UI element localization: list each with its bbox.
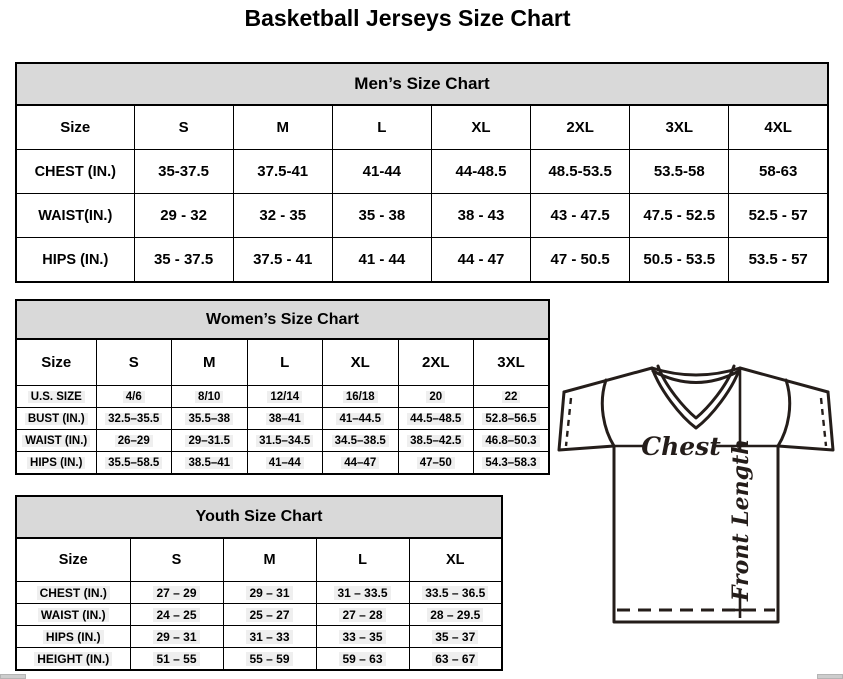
- size-cell: [316, 582, 409, 604]
- cell-value: 31 – 33.5: [334, 586, 390, 600]
- cell-value: 31.5–34.5: [256, 435, 313, 447]
- right-shoulder-line: [740, 368, 828, 392]
- size-cell: [172, 408, 248, 430]
- size-cell: 38 - 43: [431, 194, 530, 238]
- size-cell: [223, 648, 316, 671]
- cell-value: 29 – 31: [246, 586, 292, 600]
- cell-value: 34.5–38.5: [332, 435, 389, 447]
- size-cell: [247, 408, 323, 430]
- column-header: L: [332, 105, 431, 150]
- column-header: 3XL: [474, 339, 550, 386]
- left-sleeve-outline: [559, 392, 614, 450]
- size-cell: [323, 408, 399, 430]
- row-label: [16, 626, 130, 648]
- cell-value: 59 – 63: [339, 652, 385, 666]
- cell-value: 28 – 29.5: [427, 608, 483, 622]
- table-section-header-row: [16, 496, 502, 538]
- size-cell: [474, 452, 550, 475]
- column-header: S: [134, 105, 233, 150]
- table-row: [16, 582, 502, 604]
- row-label: [16, 582, 130, 604]
- size-cell: [223, 604, 316, 626]
- cell-value: 29 – 31: [153, 630, 199, 644]
- row-label-text: HIPS (IN.): [27, 457, 85, 469]
- cell-value: 54.3–58.3: [482, 457, 539, 469]
- column-header: M: [172, 339, 248, 386]
- cell-value: 46.8–50.3: [482, 435, 539, 447]
- right-sleeve-dashed-line: [821, 398, 826, 446]
- cell-value: 47–50: [417, 457, 455, 469]
- row-label: WAIST(IN.): [16, 194, 134, 238]
- row-label: CHEST (IN.): [16, 150, 134, 194]
- size-cell: [96, 452, 172, 475]
- size-cell: 29 - 32: [134, 194, 233, 238]
- table-row: [16, 604, 502, 626]
- size-cell: [409, 626, 502, 648]
- size-cell: [130, 582, 223, 604]
- cell-value: 4/6: [123, 391, 145, 403]
- cell-value: 52.8–56.5: [482, 413, 539, 425]
- right-sleeve-outline: [778, 392, 833, 450]
- column-header: 4XL: [729, 105, 828, 150]
- size-cell: 52.5 - 57: [729, 194, 828, 238]
- column-header: S: [96, 339, 172, 386]
- column-header: 2XL: [398, 339, 474, 386]
- column-header: M: [233, 105, 332, 150]
- size-cell: [323, 430, 399, 452]
- cell-value: 44–47: [341, 457, 379, 469]
- size-cell: [398, 408, 474, 430]
- size-cell: 53.5-58: [630, 150, 729, 194]
- row-label: [16, 604, 130, 626]
- row-label-text: HEIGHT (IN.): [34, 652, 112, 666]
- table-row: [16, 452, 549, 475]
- size-cell: [474, 386, 550, 408]
- size-cell: 35 - 38: [332, 194, 431, 238]
- left-shoulder-line: [564, 368, 652, 392]
- size-cell: [409, 582, 502, 604]
- left-sleeve-dashed-line: [566, 398, 571, 446]
- size-cell: [172, 386, 248, 408]
- row-label: HIPS (IN.): [16, 238, 134, 283]
- size-cell: [398, 386, 474, 408]
- size-cell: [223, 626, 316, 648]
- cell-value: 22: [502, 391, 521, 403]
- row-label: [16, 408, 96, 430]
- table-section-header-row: [16, 300, 549, 339]
- cell-value: 24 – 25: [153, 608, 199, 622]
- chest-label: Chest: [641, 432, 721, 461]
- cell-value: 44.5–48.5: [407, 413, 464, 425]
- cell-value: 35 – 37: [432, 630, 478, 644]
- cell-value: 27 – 29: [153, 586, 199, 600]
- table-row: [16, 194, 828, 238]
- mens-table-title: Men’s Size Chart: [16, 63, 828, 105]
- row-label: [16, 452, 96, 475]
- size-cell: 37.5 - 41: [233, 238, 332, 283]
- size-cell: [247, 386, 323, 408]
- row-label-text: BUST (IN.): [25, 413, 88, 425]
- size-cell: [172, 452, 248, 475]
- size-cell: 41-44: [332, 150, 431, 194]
- size-cell: [316, 648, 409, 671]
- column-header: Size: [16, 538, 130, 582]
- size-cell: 41 - 44: [332, 238, 431, 283]
- size-cell: [316, 626, 409, 648]
- table-row: [16, 626, 502, 648]
- cell-value: 20: [426, 391, 445, 403]
- row-label-text: HIPS (IN.): [43, 630, 104, 644]
- column-header: 3XL: [630, 105, 729, 150]
- cell-value: 51 – 55: [153, 652, 199, 666]
- cell-value: 38.5–42.5: [407, 435, 464, 447]
- cell-value: 27 – 28: [339, 608, 385, 622]
- cell-value: 33.5 – 36.5: [422, 586, 488, 600]
- column-header: S: [130, 538, 223, 582]
- womens-size-chart-table: [15, 299, 550, 475]
- row-label-text: WAIST (IN.): [38, 608, 109, 622]
- column-header-row: [16, 339, 549, 386]
- womens-table-title: Women’s Size Chart: [16, 300, 549, 339]
- cell-value: 8/10: [195, 391, 223, 403]
- column-header: 2XL: [531, 105, 630, 150]
- size-cell: [398, 430, 474, 452]
- table-row: [16, 386, 549, 408]
- cell-value: 38.5–41: [185, 457, 233, 469]
- scrollbar-fragment-right[interactable]: [817, 674, 843, 679]
- column-header-row: [16, 538, 502, 582]
- cell-value: 25 – 27: [246, 608, 292, 622]
- size-cell: 32 - 35: [233, 194, 332, 238]
- page-title: Basketball Jerseys Size Chart: [244, 5, 571, 31]
- size-cell: [474, 430, 550, 452]
- cell-value: 16/18: [343, 391, 378, 403]
- column-header-row: [16, 105, 828, 150]
- cell-value: 31 – 33: [246, 630, 292, 644]
- column-header: XL: [323, 339, 399, 386]
- mens-size-chart-table: [15, 62, 829, 283]
- cell-value: 63 – 67: [432, 652, 478, 666]
- column-header: Size: [16, 339, 96, 386]
- size-cell: 48.5-53.5: [531, 150, 630, 194]
- front-length-label: Front Length: [728, 438, 754, 602]
- column-header: Size: [16, 105, 134, 150]
- jersey-diagram: [552, 360, 843, 632]
- size-cell: [323, 452, 399, 475]
- table-row: [16, 408, 549, 430]
- youth-size-chart-table: [15, 495, 503, 671]
- table-row: [16, 648, 502, 671]
- size-cell: [96, 386, 172, 408]
- column-header: XL: [409, 538, 502, 582]
- size-cell: 58-63: [729, 150, 828, 194]
- collar-back-arc: [652, 368, 740, 375]
- size-cell: [323, 386, 399, 408]
- size-cell: [409, 604, 502, 626]
- size-cell: [96, 430, 172, 452]
- row-label: [16, 386, 96, 408]
- size-cell: [409, 648, 502, 671]
- size-cell: [247, 430, 323, 452]
- cell-value: 29–31.5: [185, 435, 233, 447]
- size-cell: [130, 626, 223, 648]
- row-label-text: U.S. SIZE: [28, 391, 85, 403]
- size-cell: [130, 648, 223, 671]
- size-cell: 50.5 - 53.5: [630, 238, 729, 283]
- size-cell: [474, 408, 550, 430]
- table-row: [16, 238, 828, 283]
- row-label-text: CHEST (IN.): [37, 586, 110, 600]
- cell-value: 38–41: [266, 413, 304, 425]
- table-row: [16, 150, 828, 194]
- column-header: L: [316, 538, 409, 582]
- row-label: [16, 648, 130, 671]
- size-cell: [316, 604, 409, 626]
- youth-table-title: Youth Size Chart: [16, 496, 502, 538]
- cell-value: 32.5–35.5: [105, 413, 162, 425]
- size-cell: 47 - 50.5: [531, 238, 630, 283]
- size-cell: [223, 582, 316, 604]
- size-cell: 43 - 47.5: [531, 194, 630, 238]
- size-cell: 37.5-41: [233, 150, 332, 194]
- cell-value: 12/14: [267, 391, 302, 403]
- size-cell: 53.5 - 57: [729, 238, 828, 283]
- table-row: [16, 430, 549, 452]
- left-armhole-seam: [602, 380, 614, 446]
- column-header: XL: [431, 105, 530, 150]
- cell-value: 35.5–58.5: [105, 457, 162, 469]
- size-cell: 47.5 - 52.5: [630, 194, 729, 238]
- size-cell: 35 - 37.5: [134, 238, 233, 283]
- size-cell: 44-48.5: [431, 150, 530, 194]
- size-cell: 35-37.5: [134, 150, 233, 194]
- size-cell: [398, 452, 474, 475]
- jersey-outline: [559, 366, 833, 622]
- column-header: L: [247, 339, 323, 386]
- row-label: [16, 430, 96, 452]
- cell-value: 35.5–38: [185, 413, 233, 425]
- size-cell: [130, 604, 223, 626]
- right-armhole-seam: [778, 380, 790, 446]
- size-cell: 44 - 47: [431, 238, 530, 283]
- cell-value: 55 – 59: [246, 652, 292, 666]
- cell-value: 41–44: [266, 457, 304, 469]
- cell-value: 41–44.5: [336, 413, 384, 425]
- cell-value: 33 – 35: [339, 630, 385, 644]
- size-cell: [172, 430, 248, 452]
- size-cell: [96, 408, 172, 430]
- scrollbar-fragment-left[interactable]: [0, 674, 26, 679]
- table-section-header-row: [16, 63, 828, 105]
- cell-value: 26–29: [115, 435, 153, 447]
- size-cell: [247, 452, 323, 475]
- row-label-text: WAIST (IN.): [22, 435, 90, 447]
- column-header: M: [223, 538, 316, 582]
